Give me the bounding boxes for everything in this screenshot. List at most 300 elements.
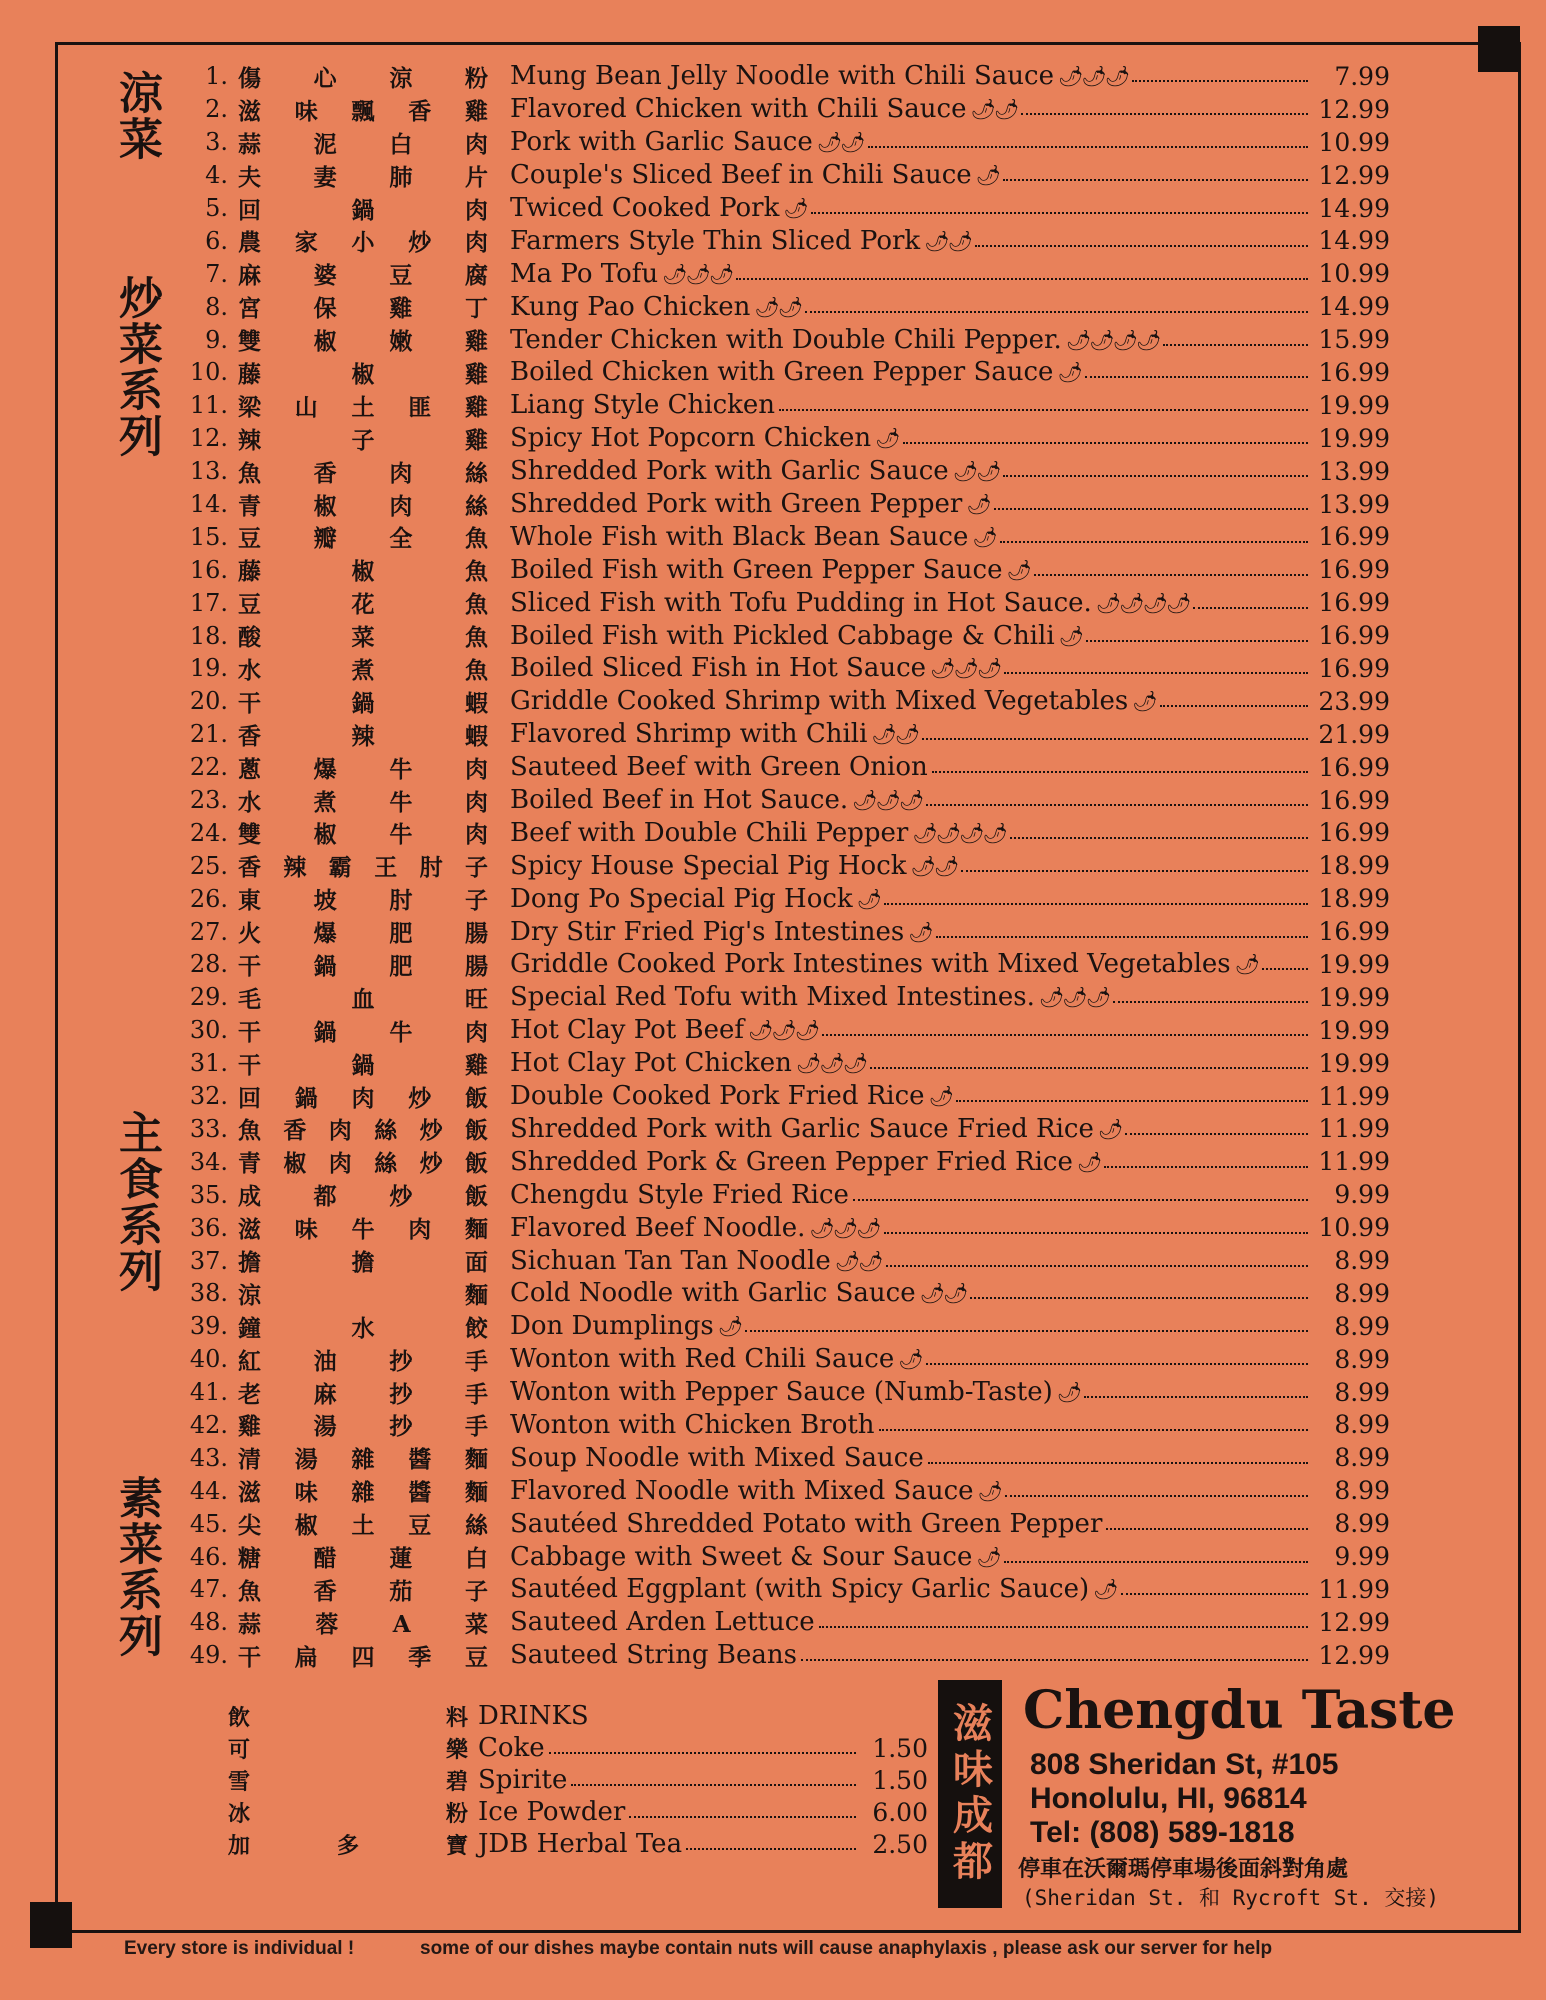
chili-pepper-icon: 🌶︎ — [933, 853, 958, 878]
item-number: 23. — [189, 786, 228, 815]
menu-item — [160, 323, 1390, 356]
item-price: 14.99 — [1318, 226, 1390, 256]
chili-pepper-icon: 🌶︎ — [993, 97, 1018, 122]
chili-pepper-icon: 🌶︎ — [1104, 64, 1129, 89]
dot-leader — [1021, 113, 1308, 115]
item-name-chinese: 藤椒魚 — [238, 558, 488, 586]
spice-level — [852, 788, 922, 812]
chili-pepper-icon: 🌶︎ — [748, 1018, 772, 1043]
item-name-english: Boiled Fish with Pickled Cabbage & Chili — [510, 620, 1055, 651]
item-name-english: Soup Noodle with Mixed Sauce — [510, 1442, 924, 1473]
chili-pepper-icon: 🌶︎ — [966, 492, 990, 517]
item-name-chinese: 魚香肉絲 — [238, 459, 488, 487]
chili-pepper-icon: 🌶︎ — [708, 261, 733, 286]
drinks-header: DRINKS — [478, 1701, 589, 1731]
item-number: 42. — [189, 1410, 228, 1439]
dot-leader — [1262, 968, 1308, 970]
item-name-english: Boiled Fish with Green Pepper Sauce — [510, 554, 1003, 585]
item-name-english: Spicy Hot Popcorn Chicken — [510, 423, 872, 454]
dot-leader — [975, 245, 1308, 247]
spice-level — [1098, 1117, 1121, 1141]
chili-pepper-icon: 🌶︎ — [1132, 689, 1156, 714]
chili-pepper-icon: 🌶︎ — [840, 130, 864, 155]
item-number: 7. — [205, 259, 228, 288]
chili-pepper-icon: 🌶︎ — [771, 1018, 795, 1043]
spice-level — [972, 525, 995, 549]
item-number: 2. — [205, 95, 228, 124]
item-number: 33. — [189, 1114, 228, 1143]
corner-block — [30, 1902, 72, 1948]
item-name-english: Sauteed Arden Lettuce — [510, 1607, 815, 1638]
item-name-chinese: 青椒肉絲 — [238, 492, 488, 520]
dot-leader — [686, 1848, 856, 1850]
restaurant-info — [938, 1680, 1498, 1910]
item-number: 46. — [189, 1542, 228, 1571]
menu-item — [160, 126, 1390, 159]
item-name-english: Couple's Sliced Beef in Chili Sauce — [510, 160, 972, 191]
spice-level — [835, 1249, 882, 1273]
chili-pepper-icon: 🌶︎ — [935, 820, 960, 845]
item-number: 34. — [189, 1147, 228, 1176]
spice-level — [1057, 360, 1080, 384]
chili-pepper-icon: 🌶︎ — [976, 656, 1001, 681]
menu-item — [160, 1310, 1390, 1343]
spice-level — [929, 1084, 952, 1108]
item-name-chinese: 魚香茄子 — [238, 1577, 488, 1605]
item-number: 1. — [205, 62, 228, 91]
dot-leader — [571, 1784, 856, 1786]
dot-leader — [1084, 1396, 1308, 1398]
item-number: 37. — [189, 1246, 228, 1275]
chili-pepper-icon: 🌶︎ — [947, 228, 971, 253]
spice-level — [718, 1314, 741, 1338]
menu-list — [160, 60, 1390, 1672]
item-name-chinese: 蔥爆牛肉 — [238, 755, 488, 783]
spice-level — [912, 821, 1006, 845]
menu-item — [160, 1540, 1390, 1573]
spice-level — [1059, 624, 1082, 648]
item-name-english: Cold Noodle with Garlic Sauce — [510, 1278, 916, 1309]
item-name-english: Flavored Shrimp with Chili — [510, 719, 868, 750]
item-price: 11.99 — [1318, 1574, 1390, 1604]
menu-item — [160, 619, 1390, 652]
item-name-english: Boiled Chicken with Green Pepper Sauce — [510, 357, 1054, 388]
menu-item — [160, 751, 1390, 784]
item-name-english: Shredded Pork with Garlic Sauce — [510, 456, 949, 487]
item-number: 21. — [189, 720, 228, 749]
menu-item — [160, 257, 1390, 290]
item-name-chinese: 滋味雜醬麵 — [238, 1479, 488, 1507]
dot-leader — [884, 1232, 1308, 1234]
spice-level — [970, 97, 1017, 121]
section-vegetables: 素菜系列 — [111, 1475, 162, 1659]
item-name-english: Flavored Noodle with Mixed Sauce — [510, 1475, 974, 1506]
drink-name-english: Ice Powder — [478, 1797, 626, 1827]
section-cold-dishes: 涼菜 — [111, 70, 162, 162]
phone-number: Tel: (808) 589-1818 — [1030, 1816, 1295, 1849]
spice-level — [783, 196, 806, 220]
item-name-english: Hot Clay Pot Chicken — [510, 1048, 792, 1079]
dot-leader — [922, 738, 1308, 740]
chili-pepper-icon: 🌶︎ — [754, 294, 778, 319]
item-price: 15.99 — [1318, 325, 1390, 355]
item-price: 16.99 — [1318, 555, 1390, 585]
menu-item — [160, 290, 1390, 323]
menu-item — [160, 455, 1390, 488]
drink-name-english: Coke — [478, 1733, 545, 1763]
chili-pepper-icon: 🌶︎ — [875, 788, 899, 813]
chili-pepper-icon: 🌶︎ — [972, 524, 996, 549]
menu-item — [160, 1244, 1390, 1277]
item-number: 12. — [189, 424, 228, 453]
item-name-english: Boiled Beef in Hot Sauce. — [510, 785, 849, 816]
item-price: 12.99 — [1318, 160, 1390, 190]
item-name-english: Shredded Pork & Green Pepper Fried Rice — [510, 1146, 1073, 1177]
item-number: 43. — [189, 1443, 228, 1472]
item-name-chinese: 涼麵 — [238, 1281, 488, 1309]
item-price: 8.99 — [1334, 1377, 1390, 1407]
chili-pepper-icon: 🌶︎ — [928, 1084, 952, 1109]
item-price: 23.99 — [1318, 686, 1390, 716]
item-number: 15. — [189, 522, 228, 551]
spice-level — [898, 1347, 921, 1371]
menu-item — [160, 1606, 1390, 1639]
dot-leader — [1121, 1593, 1308, 1595]
menu-item — [160, 1277, 1390, 1310]
spice-level — [976, 1545, 999, 1569]
spice-level — [924, 229, 971, 253]
item-number: 20. — [189, 687, 228, 716]
menu-item — [160, 1145, 1390, 1178]
item-name-chinese: 東坡肘子 — [238, 887, 488, 915]
item-name-english: Flavored Beef Noodle. — [510, 1212, 806, 1243]
item-name-english: Hot Clay Pot Beef — [510, 1015, 745, 1046]
spice-level — [1096, 591, 1190, 615]
menu-item — [160, 1573, 1390, 1606]
item-name-chinese: 干鍋肥腸 — [238, 953, 488, 980]
chili-pepper-icon: 🌶︎ — [959, 820, 983, 845]
dot-leader — [994, 508, 1308, 510]
drink-price: 1.50 — [872, 1765, 928, 1795]
item-name-chinese: 雙椒牛肉 — [238, 821, 488, 849]
menu-item — [160, 224, 1390, 257]
chili-pepper-icon: 🌶︎ — [852, 788, 876, 813]
item-name-chinese: 蒜蓉A菜 — [238, 1610, 488, 1638]
menu-item — [160, 981, 1390, 1014]
chili-pepper-icon: 🌶︎ — [977, 1478, 1001, 1503]
section-labels — [90, 0, 160, 2000]
dot-leader — [1193, 607, 1308, 609]
spice-level — [796, 1051, 866, 1075]
spice-level — [953, 459, 1000, 483]
menu-item — [160, 882, 1390, 915]
chili-pepper-icon: 🌶︎ — [976, 1544, 1000, 1569]
chili-pepper-icon: 🌶︎ — [982, 820, 1006, 845]
chili-pepper-icon: 🌶︎ — [912, 820, 936, 845]
item-name-chinese: 水煮魚 — [238, 656, 488, 684]
dot-leader — [903, 442, 1308, 444]
drink-item — [228, 1732, 928, 1764]
menu-item — [160, 718, 1390, 751]
menu-item — [160, 1441, 1390, 1474]
item-price: 16.99 — [1318, 357, 1390, 387]
section-stir-fry: 炒菜系列 — [111, 275, 162, 459]
chili-pepper-icon: 🌶︎ — [1081, 64, 1105, 89]
item-price: 11.99 — [1318, 1081, 1390, 1111]
item-number: 5. — [205, 194, 228, 222]
item-number: 30. — [189, 1016, 228, 1045]
spice-level — [978, 1479, 1001, 1503]
item-name-chinese: 回鍋肉 — [238, 196, 488, 224]
chili-pepper-icon: 🌶︎ — [953, 656, 977, 681]
item-number: 29. — [189, 983, 228, 1012]
drink-item — [228, 1796, 928, 1828]
chili-pepper-icon: 🌶︎ — [919, 1281, 944, 1306]
address-line-2: Honolulu, HI, 96814 — [1030, 1782, 1307, 1815]
chili-pepper-icon: 🌶︎ — [930, 656, 954, 681]
item-number: 19. — [189, 654, 228, 683]
item-number: 39. — [189, 1312, 228, 1341]
item-price: 8.99 — [1334, 1246, 1390, 1275]
item-number: 25. — [189, 851, 228, 880]
chili-pepper-icon: 🌶︎ — [1135, 327, 1160, 352]
item-name-chinese: 麻婆豆腐 — [238, 262, 488, 290]
chili-pepper-icon: 🌶︎ — [809, 1215, 833, 1240]
item-name-chinese: 豆花魚 — [238, 591, 488, 619]
spice-level — [871, 722, 918, 746]
dot-leader — [811, 212, 1308, 214]
item-number: 13. — [189, 457, 228, 486]
spice-level — [662, 262, 732, 286]
footer-note-left: Every store is individual ! — [124, 1938, 355, 1959]
chili-pepper-icon: 🌶︎ — [1038, 985, 1063, 1010]
item-price: 16.99 — [1318, 621, 1390, 651]
item-name-chinese: 成都炒飯 — [238, 1183, 488, 1211]
item-number: 44. — [189, 1476, 228, 1505]
drink-name-chinese: 加多寶 — [228, 1832, 468, 1859]
chili-pepper-icon: 🌶︎ — [875, 426, 899, 451]
item-name-chinese: 尖椒土豆絲 — [238, 1512, 488, 1540]
item-name-english: Wonton with Red Chili Sauce — [510, 1344, 895, 1375]
item-name-chinese: 農家小炒肉 — [238, 229, 488, 257]
menu-item — [160, 159, 1390, 192]
item-number: 32. — [189, 1082, 228, 1111]
item-name-english: Sichuan Tan Tan Noodle — [510, 1245, 831, 1276]
item-name-chinese: 蒜泥白肉 — [238, 130, 488, 158]
item-number: 17. — [189, 588, 228, 617]
chili-pepper-icon: 🌶︎ — [858, 1248, 882, 1273]
item-name-english: Twiced Cooked Pork — [510, 193, 780, 223]
item-name-english: Farmers Style Thin Sliced Pork — [510, 225, 921, 256]
item-number: 27. — [189, 917, 228, 946]
dot-leader — [870, 1067, 1308, 1069]
dot-leader — [868, 146, 1308, 148]
item-price: 19.99 — [1318, 390, 1390, 420]
restaurant-seal: 滋味成都 — [938, 1680, 1002, 1908]
item-name-english: Dong Po Special Pig Hock — [510, 883, 853, 914]
chili-pepper-icon: 🌶︎ — [794, 1018, 819, 1043]
dot-leader — [1004, 672, 1308, 674]
chili-pepper-icon: 🌶︎ — [1097, 1116, 1122, 1141]
spice-level — [1235, 952, 1258, 976]
chili-pepper-icon: 🌶︎ — [834, 1248, 859, 1273]
item-name-chinese: 火爆肥腸 — [238, 920, 488, 948]
chili-pepper-icon: 🌶︎ — [717, 1314, 742, 1339]
allergy-notice: some of our dishes maybe contain nuts will cause anaphylaxis , please ask our server for help — [420, 1938, 1273, 1959]
dot-leader — [926, 804, 1308, 806]
chili-pepper-icon: 🌶︎ — [783, 196, 807, 220]
item-name-english: Griddle Cooked Shrimp with Mixed Vegetables — [510, 686, 1129, 717]
dot-leader — [956, 1100, 1308, 1102]
dot-leader — [805, 311, 1308, 313]
chili-pepper-icon: 🌶︎ — [1089, 327, 1113, 352]
item-price: 8.99 — [1334, 1509, 1390, 1539]
chili-pepper-icon: 🌶︎ — [1142, 590, 1166, 615]
chili-pepper-icon: 🌶︎ — [1065, 327, 1090, 352]
dot-leader — [884, 903, 1308, 905]
item-price: 21.99 — [1318, 719, 1390, 749]
spice-level — [875, 426, 898, 450]
drink-item — [228, 1828, 928, 1860]
chili-pepper-icon: 🌶︎ — [910, 853, 934, 878]
dot-leader — [961, 870, 1308, 872]
item-name-chinese: 鐘水餃 — [238, 1314, 488, 1342]
item-name-english: Sautéed Shredded Potato with Green Pepper — [510, 1508, 1103, 1539]
item-number: 11. — [189, 391, 228, 420]
dot-leader — [1004, 1561, 1308, 1563]
menu-item — [160, 685, 1390, 718]
chili-pepper-icon: 🌶︎ — [1058, 623, 1083, 648]
item-price: 8.99 — [1334, 1344, 1390, 1374]
menu-item — [160, 422, 1390, 455]
item-name-english: Sauteed String Beans — [510, 1640, 797, 1671]
item-name-english: Tender Chicken with Double Chili Pepper. — [510, 324, 1062, 355]
menu-item — [160, 1639, 1390, 1672]
item-price: 16.99 — [1318, 752, 1390, 782]
chili-pepper-icon: 🌶︎ — [924, 228, 948, 253]
chili-pepper-icon: 🌶︎ — [856, 1215, 880, 1240]
dot-leader — [1005, 1495, 1308, 1497]
item-price: 7.99 — [1334, 61, 1390, 91]
item-name-chinese: 清湯雜醬麵 — [238, 1446, 488, 1474]
item-name-chinese: 回鍋肉炒飯 — [238, 1084, 488, 1112]
item-name-english: Dry Stir Fried Pig's Intestines — [510, 916, 905, 947]
dot-leader — [745, 1330, 1308, 1332]
chili-pepper-icon: 🌶︎ — [662, 261, 686, 286]
item-name-chinese: 夫妻肺片 — [238, 163, 488, 191]
dot-leader — [1104, 1166, 1308, 1168]
parking-note: 停車在沃爾瑪停車場後面斜對角處 — [1018, 1857, 1349, 1882]
parking-cross-streets: (Sheridan St. 和 Rycroft St. 交接) — [1022, 1886, 1440, 1910]
item-price: 18.99 — [1318, 884, 1390, 914]
corner-block — [1478, 26, 1520, 72]
item-price: 10.99 — [1318, 1213, 1390, 1243]
item-name-chinese: 紅油抄手 — [238, 1347, 488, 1375]
menu-item — [160, 553, 1390, 586]
chili-pepper-icon: 🌶︎ — [777, 294, 802, 319]
dot-leader — [779, 409, 1308, 411]
spice-level — [966, 492, 989, 516]
item-price: 8.99 — [1334, 1476, 1390, 1506]
menu-item — [160, 1409, 1390, 1442]
dot-leader — [1003, 475, 1308, 477]
dot-leader — [1106, 1528, 1308, 1530]
spice-level — [920, 1281, 967, 1305]
item-name-chinese: 梁山土匪雞 — [238, 393, 488, 421]
item-name-english: Whole Fish with Black Bean Sauce — [510, 521, 969, 552]
item-number: 10. — [189, 358, 228, 387]
item-name-english: Mung Bean Jelly Noodle with Chili Sauce — [510, 61, 1054, 92]
chili-pepper-icon: 🌶︎ — [1057, 360, 1081, 385]
item-name-english: Shredded Pork with Green Pepper — [510, 489, 963, 520]
dot-leader — [822, 1034, 1308, 1036]
menu-item — [160, 652, 1390, 685]
item-price: 16.99 — [1318, 588, 1390, 618]
dot-leader — [853, 1199, 1308, 1201]
chili-pepper-icon: 🌶︎ — [1234, 952, 1259, 977]
item-name-chinese: 干鍋牛肉 — [238, 1018, 488, 1046]
item-number: 24. — [189, 818, 228, 847]
menu-item — [160, 1211, 1390, 1244]
spice-level — [911, 854, 958, 878]
dot-leader — [819, 1626, 1308, 1628]
item-name-chinese: 青椒肉絲炒飯 — [238, 1150, 488, 1178]
item-number: 9. — [205, 325, 228, 354]
item-name-chinese: 傷心涼粉 — [238, 64, 488, 92]
item-name-english: Sliced Fish with Tofu Pudding in Hot Sauce. — [510, 587, 1092, 618]
spice-level — [1039, 985, 1109, 1009]
item-name-chinese: 辣子雞 — [238, 426, 488, 454]
drink-price: 1.50 — [872, 1733, 928, 1763]
spice-level — [1093, 1577, 1116, 1601]
chili-pepper-icon: 🌶︎ — [1076, 1149, 1101, 1174]
item-number: 18. — [189, 621, 228, 650]
item-name-chinese: 雙椒嫩雞 — [238, 328, 488, 356]
item-price: 16.99 — [1318, 522, 1390, 552]
spice-level — [754, 295, 801, 319]
menu-item — [160, 1376, 1390, 1409]
item-price: 8.99 — [1334, 1410, 1390, 1440]
chili-pepper-icon: 🌶︎ — [952, 459, 977, 484]
item-name-chinese: 滋味牛肉麵 — [238, 1216, 488, 1244]
item-name-english: Shredded Pork with Garlic Sauce Fried Rice — [510, 1113, 1094, 1144]
item-name-chinese: 干鍋蝦 — [238, 689, 488, 717]
chili-pepper-icon: 🌶︎ — [1119, 590, 1143, 615]
menu-item — [160, 356, 1390, 389]
chili-pepper-icon: 🌶︎ — [832, 1215, 857, 1240]
item-name-chinese: 雞湯抄手 — [238, 1413, 488, 1441]
item-name-english: Liang Style Chicken — [510, 390, 776, 421]
spice-level — [908, 920, 931, 944]
menu-item — [160, 389, 1390, 422]
item-name-chinese: 干扁四季豆 — [238, 1643, 488, 1671]
drink-name-chinese: 可樂 — [228, 1736, 468, 1763]
drink-name-english: Spirite — [478, 1765, 568, 1795]
drinks-header-row — [228, 1700, 928, 1732]
item-name-chinese: 香辣蝦 — [238, 722, 488, 750]
chili-pepper-icon: 🌶︎ — [898, 1347, 922, 1372]
dot-leader — [1086, 640, 1308, 642]
dot-leader — [928, 1462, 1308, 1464]
item-name-english: Griddle Cooked Pork Intestines with Mixed Vegetables — [510, 949, 1231, 980]
menu-item — [160, 1507, 1390, 1540]
item-number: 26. — [189, 884, 228, 913]
item-price: 16.99 — [1318, 818, 1390, 848]
dot-leader — [932, 771, 1308, 773]
spice-level — [1066, 328, 1160, 352]
item-name-english: Chengdu Style Fried Rice — [510, 1179, 849, 1210]
item-name-chinese: 香辣霸王肘子 — [238, 854, 488, 882]
